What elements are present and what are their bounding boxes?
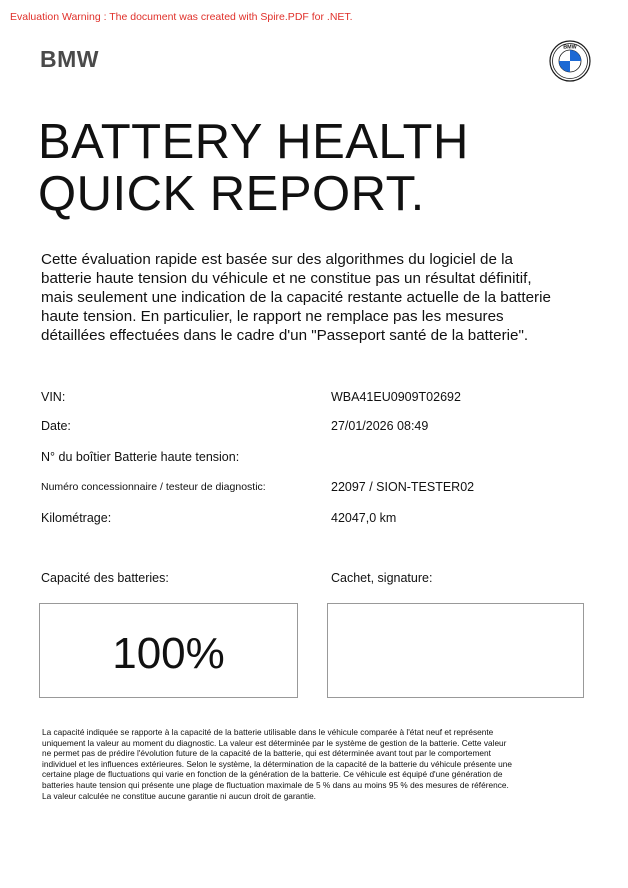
brand-wordmark: BMW [40,46,99,72]
signature-box [327,603,584,698]
intro-line: haute tension. En particulier, le rapport ne remplace pas les mesures [41,308,504,325]
intro-line: batterie haute tension du véhicule et ne constitue pas un résultat définitif, [41,270,532,287]
capacity-box [39,603,298,698]
footnote-line: batteries haute tension qui présente une plage de fluctuation maximale de 5 % dans au moins 95 % des mesures de référence. [42,779,509,790]
mileage-label: Kilométrage: [41,511,112,525]
footnote-line: La valeur calculée ne constitue aucune garantie ni aucun droit de garantie. [42,790,316,801]
footnote-line: uniquement la valeur au moment du diagnostic. La valeur est déterminée par le système de gestion de la batterie. Cette valeur [42,737,507,748]
date-label: Date: [41,419,71,433]
title-line-1: BATTERY HEALTH [38,115,469,169]
footnote-line: individuel et les influences extérieures. Selon le système, la détermination de la capacité de la batterie du véhicule présente une [42,758,512,769]
title-line-2: QUICK REPORT. [38,167,425,221]
footnote-line: certaine plage de fluctuations qui varie en fonction de la génération de la batterie. Ce véhicule est équipé d'une génération de [42,769,503,780]
footnote-line: ne permet pas de prédire l'évolution future de la capacité de la batterie, qui est déterminée avant tout par le comportement [42,748,491,759]
signature-label: Cachet, signature: [331,571,433,585]
mileage-value: 42047,0 km [331,511,397,525]
vin-label: VIN: [41,390,66,404]
dealer-value: 22097 / SION-TESTER02 [331,480,475,494]
date-value: 27/01/2026 08:49 [331,419,429,433]
dealer-label: Numéro concessionnaire / testeur de diagnostic: [41,481,266,493]
evaluation-warning: Evaluation Warning : The document was created with Spire.PDF for .NET. [10,11,353,23]
intro-line: Cette évaluation rapide est basée sur des algorithmes du logiciel de la [41,251,513,268]
intro-paragraph [41,250,601,345]
page-title [38,116,469,220]
capacity-value: 100% [112,629,225,678]
intro-line: mais seulement une indication de la capacité restante actuelle de la batterie [41,289,551,306]
capacity-label: Capacité des batteries: [41,571,169,585]
footnote-line: La capacité indiquée se rapporte à la capacité de la batterie utilisable dans le véhicule comparée à l'état neuf et représente [42,727,494,737]
battery-box-label: N° du boîtier Batterie haute tension: [41,450,240,464]
footnote [42,727,602,801]
intro-line: détaillées effectuées dans le cadre d'un "Passeport santé de la batterie". [41,327,529,344]
bmw-roundel-icon [549,40,591,82]
logo-text: BMW [563,44,577,51]
vin-value: WBA41EU0909T02692 [331,390,461,404]
